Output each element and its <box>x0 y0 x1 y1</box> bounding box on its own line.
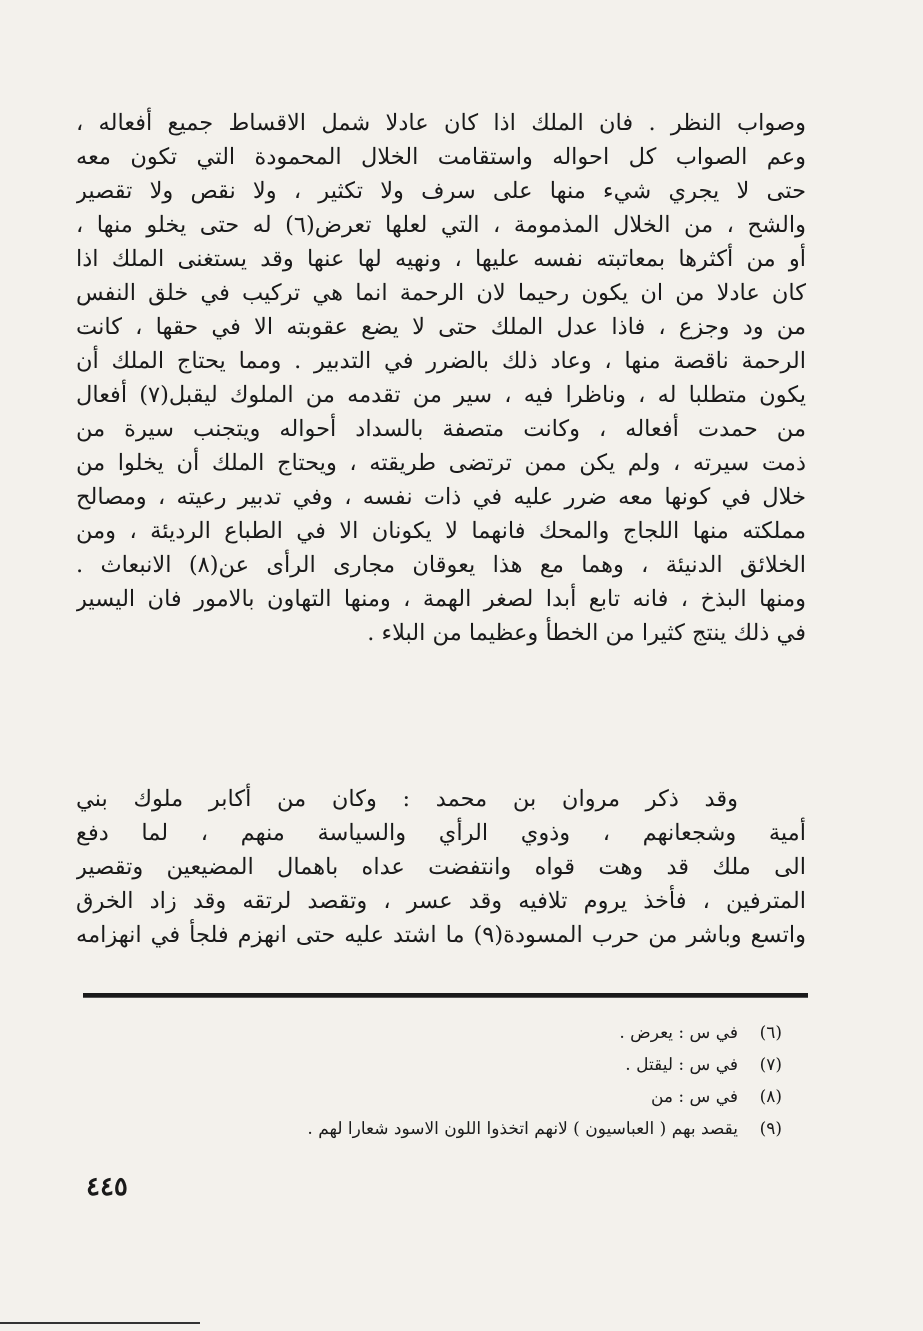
footnote <box>110 1113 782 1145</box>
footnote-text: في س : يعرض . <box>619 1023 738 1043</box>
text-line: خلال في كونها معه ضرر عليه في ذات نفسه ، وفي تدبير رعيته ، ومصالح <box>76 484 806 510</box>
text-line: الى ملك قد وهت قواه وانتفضت عداه باهمال المضيعين وتقصير <box>76 854 806 880</box>
text-line: مملكته منها اللجاج والمحك فانهما لا يكونان الا في الطباع الرديئة ، ومن <box>76 518 806 544</box>
text-line: وعم الصواب كل احواله واستقامت الخلال المحمودة التي تكون معه <box>76 144 806 170</box>
text-line: من ود وجزع ، فاذا عدل الملك حتى لا يضع عقوبته الا في حقها ، كانت <box>76 314 806 340</box>
footnote <box>110 1049 782 1081</box>
footnote-text: في س : من <box>650 1087 738 1107</box>
footnote-divider <box>83 993 808 998</box>
text-line: أو من أكثرها بمعاتبته نفسه عليها ، ونهيه لها عنها وقد يستغنى الملك اذا <box>76 246 806 272</box>
text-line: الخلائق الدنيئة ، وهما مع هذا يعوقان مجارى الرأى عن(٨) الانبعاث . <box>76 552 806 578</box>
footnotes <box>110 1017 782 1145</box>
footnote-number: (٨) <box>759 1087 782 1107</box>
footnote-text: يقصد بهم ( العباسيون ) لانهم اتخذوا اللون الاسود شعارا لهم . <box>307 1119 738 1139</box>
footnote-number: (٦) <box>759 1023 782 1043</box>
footnote <box>110 1081 782 1113</box>
footnote-number: (٧) <box>759 1055 782 1075</box>
text-line: أمية وشجعانهم ، وذوي الرأي والسياسة منهم ، لما دفع <box>76 820 806 846</box>
main-paragraph-1 <box>76 106 806 650</box>
footnote <box>110 1017 782 1049</box>
text-line: من حمدت أفعاله ، وكانت متصفة بالسداد أحواله ويتجنب سيرة من <box>76 416 806 442</box>
footnote-text: في س : ليقتل . <box>625 1055 738 1075</box>
scan-edge-line <box>0 1322 200 1324</box>
text-line: حتى لا يجري شيء منها على سرف ولا تكثير ، ولا نقص ولا تقصير <box>76 178 806 204</box>
text-line: وقد ذكر مروان بن محمد : وكان من أكابر ملوك بني <box>76 786 738 812</box>
text-line: يكون متطلبا له ، وناظرا فيه ، سير من تقدمه من الملوك ليقبل(٧) أفعال <box>76 382 806 408</box>
text-line: ومنها البذخ ، فانه تابع أبدا لصغر الهمة ، ومنها التهاون بالامور فان اليسير <box>76 586 806 612</box>
text-line: ذمت سيرته ، ولم يكن ممن ترتضى طريقته ، ويحتاج الملك أن يخلوا من <box>76 450 806 476</box>
text-line: كان عادلا من ان يكون رحيما لان الرحمة انما هي تركيب في خلق النفس <box>76 280 806 306</box>
text-line: والشح ، من الخلال المذمومة ، التي لعلها تعرض(٦) له حتى يخلو منها ، <box>76 212 806 238</box>
text-line: المترفين ، فأخذ يروم تلافيه وقد عسر ، وتقصد لرتقه وقد زاد الخرق <box>76 888 806 914</box>
main-paragraph-2 <box>76 782 806 952</box>
text-line: في ذلك ينتج كثيرا من الخطأ وعظيما من البلاء . <box>367 620 806 646</box>
page-number: ٤٤٥ <box>86 1172 128 1202</box>
text-line: الرحمة ناقصة منها ، وعاد ذلك بالضرر في التدبير . ومما يحتاج الملك أن <box>76 348 806 374</box>
text-line: وصواب النظر . فان الملك اذا كان عادلا شمل الاقساط جميع أفعاله ، <box>76 110 806 136</box>
text-line: واتسع وباشر من حرب المسودة(٩) ما اشتد عليه حتى انهزم فلجأ في انهزامه <box>76 922 806 948</box>
footnote-number: (٩) <box>759 1119 782 1139</box>
